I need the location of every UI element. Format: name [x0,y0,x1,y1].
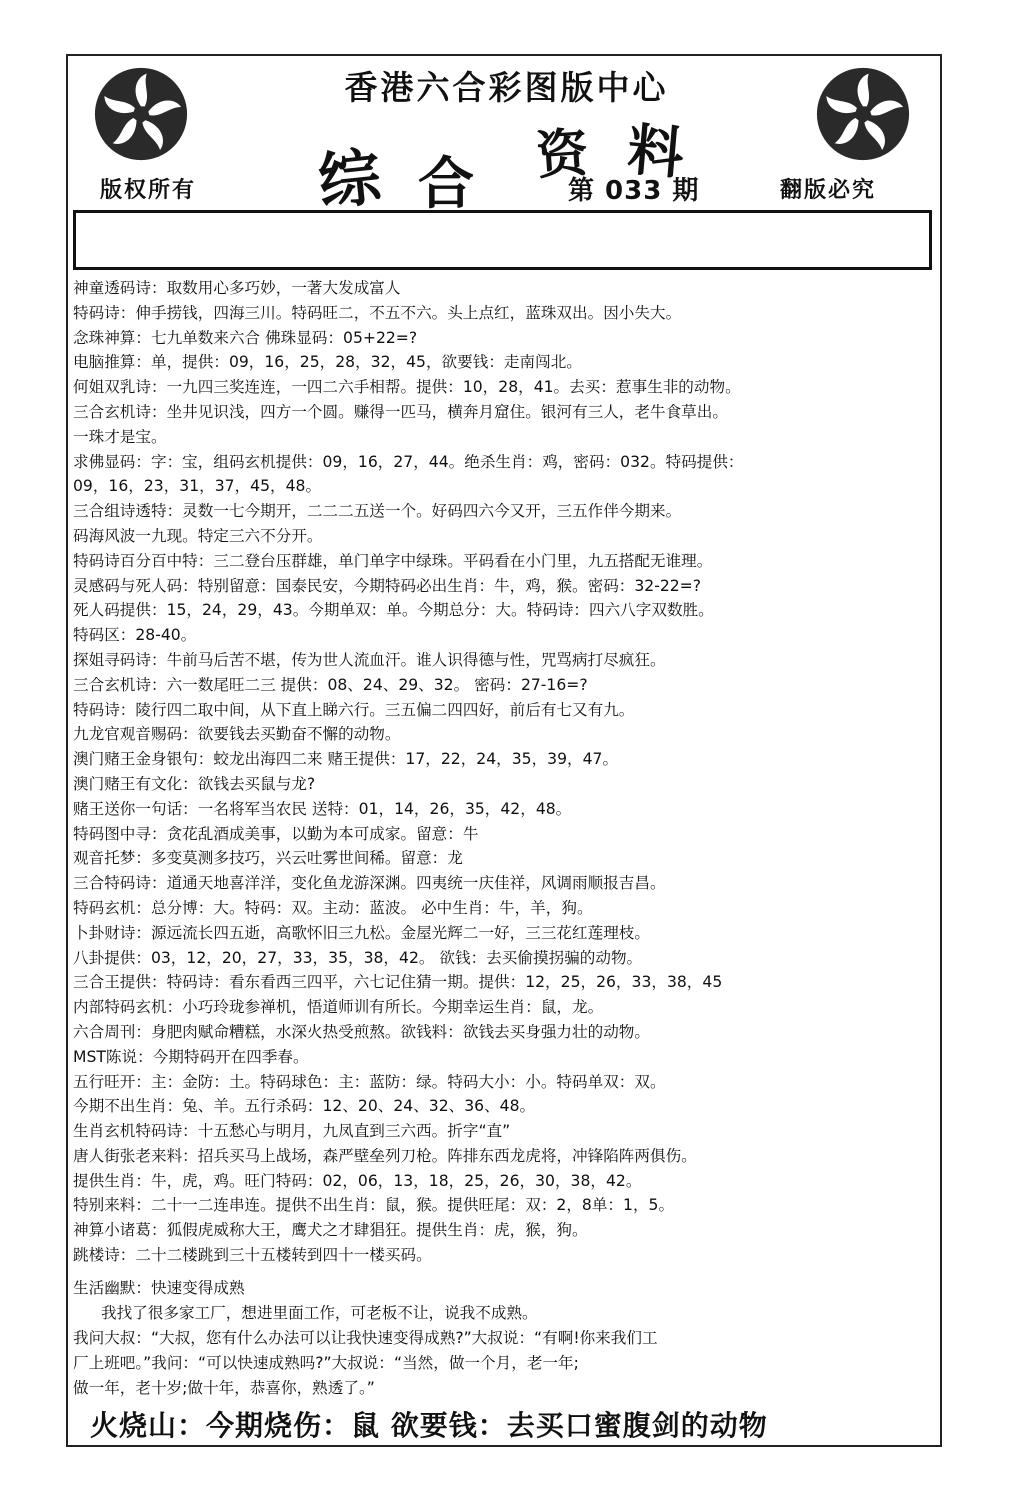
content-line: 三合王提供：特码诗：看东看西三四平，六七记住猜一期。提供：12，25，26，33，38，45 [73,973,723,992]
story-line: 我问大叔：“大叔，您有什么办法可以让我快速变得成熟?”大叔说：“有啊!你来我们工 [73,1329,658,1347]
content-line: 九龙官观音赐码：欲要钱去买勤奋不懈的动物。 [73,725,401,744]
story-line: 厂上班吧。”我问：“可以快速成熟吗?”大叔说：“当然，做一个月，老一年; [73,1354,579,1372]
content-line: 码海风波一九现。特定三六不分开。 [73,526,323,545]
content-line: 八卦提供：03，12，20，27，33，35，38，42。 欲钱：去买偷摸拐骗的动物。 [73,948,643,967]
blank-banner-box [73,210,932,270]
content-line: 生肖玄机特码诗：十五愁心与明月，九凤直到三六西。折字“直” [73,1122,511,1141]
content-line: 特码诗：伸手捞钱，四海三川。特码旺二，不五不六。头上点红，蓝珠双出。因小失大。 [73,303,682,322]
content-line: 电脑推算：单，提供：09，16，25，28，32，45，欲要钱：走南闯北。 [73,353,582,372]
content-line: 一珠才是宝。 [73,427,167,446]
content-line: 何姐双乳诗：一九四三奖连连，一四二六手相帮。提供：10，28，41。去买：惹事生非的动物。 [73,378,741,397]
content-line: 提供生肖：牛，虎，鸡。旺门特码：02，06，13，18，25，26，30，38，42。 [73,1171,642,1190]
content-line: 神童透码诗：取数用心多巧妙，一著大发成富人 [73,279,401,297]
big-title-char: 合 [418,151,474,217]
content-line: 澳门赌王有文化：欲钱去买鼠与龙? [73,774,316,793]
big-title-char: 料 [624,116,687,188]
content-line: 求佛显码：字：宝，组码玄机提供：09，16，27，44。绝杀生肖：鸡，密码：032。特码提供： [73,452,744,471]
bauhinia-flower-icon [93,66,189,162]
content-line: 特码玄机：总分博：大。特码：双。主动：蓝波。 必中生肖：牛，羊，狗。 [73,898,593,917]
content-line: 六合周刊：身肥肉赋命糟糕，水深火热受煎熬。欲钱料：欲钱去买身强力壮的动物。 [73,1022,650,1041]
content-line: 特码图中寻：贪花乱酒成美事，以勤为本可成家。留意：牛 [73,824,479,843]
content-line: 唐人街张老来料：招兵买马上战场，森严壁垒列刀枪。阵排东西龙虎将，冲锋陷阵两俱伤。 [73,1146,697,1165]
content-line: 五行旺开：主：金防：土。特码球色：主：蓝防：绿。特码大小：小。特码单双：双。 [73,1072,666,1091]
content-line: 特码诗：陵行四二取中间，从下直上睇六行。三五偏二四四好，前后有七又有九。 [73,700,635,719]
content-line: 三合玄机诗：坐井见识浅，四方一个圆。赚得一匹马，横奔月窟住。银河有三人，老牛食草出。 [73,402,728,421]
big-title-char: 综 [314,139,385,220]
content-line: MST陈说：今期特码开在四季春。 [73,1047,309,1066]
content-line: 特别来料：二十一二连串连。提供不出生肖：鼠，猴。提供旺尾：双：2，8单：1，5。 [73,1196,675,1215]
copyright-right: 翻版必究 [780,178,877,203]
story-line: 做一年，老十岁;做十年，恭喜你，熟透了。” [73,1379,375,1397]
content-lines [73,276,935,1268]
humor-story [73,1276,935,1401]
bauhinia-flower-icon [815,66,911,162]
content-line: 特码诗百分百中特：三二登台压群雄，单门单字中绿珠。平码看在小门里，九五搭配无谁理。 [73,551,713,570]
story-paragraph: 我找了很多家工厂，想进里面工作，可老板不让，说我不成熟。 [101,1304,538,1322]
content-line: 赌王送你一句话：一名将军当农民 送特：01，14，26，35，42，48。 [73,799,572,818]
content-line: 今期不出生肖：兔、羊。五行杀码：12、20、24、32、36、48。 [73,1097,536,1116]
content-line: 灵感码与死人码：特别留意：国泰民安，今期特码必出生肖：牛，鸡，猴。密码：32-22=? [73,576,702,595]
content-line: 探姐寻码诗：牛前马后苦不堪，传为世人流血汗。谁人识得德与性，咒骂病打尽疯狂。 [73,650,666,669]
page-title: 香港六合彩图版中心 [344,68,669,107]
content-line: 死人码提供：15，24，29，43。今期单双：单。今期总分：大。特码诗：四六八字双数胜。 [73,601,714,620]
big-title-char: 资 [534,122,591,187]
content-line: 09，16，23，31，37，45，48。 [73,477,322,496]
content-line: 澳门赌王金身银句：蛟龙出海四二来 赌王提供：17，22，24，35，39，47。 [73,750,619,769]
content-line: 三合特码诗：道通天地喜洋洋，变化鱼龙游深渊。四夷统一庆佳祥，风调雨顺报吉昌。 [73,874,666,893]
content-line: 三合组诗透特：灵数一七今期开，二二二五送一个。好码四六今又开，三五作伴今期来。 [73,502,682,521]
content-line: 卜卦财诗：源远流长四五逝，高歌怀旧三九松。金屋光辉二一好，三三花红莲理枝。 [73,923,650,942]
content-line: 特码区：28-40。 [73,626,197,645]
copyright-left: 版权所有 [100,178,197,203]
issue-number: 第 033 期 [568,176,700,206]
story-heading: 生活幽默：快速变得成熟 [73,1279,245,1297]
content-line: 三合玄机诗：六一数尾旺二三 提供：08、24、29、32。 密码：27-16=? [73,675,588,694]
content-line: 念珠神算：七九单数来六合 佛珠显码：05+22=? [73,328,418,347]
content-line: 神算小诸葛：狐假虎威称大王，鹰犬之才肆猖狂。提供生肖：虎，猴，狗。 [73,1221,588,1240]
footer-banner: 火烧山：今期烧伤：鼠 欲要钱：去买口蜜腹剑的动物 [90,1409,768,1442]
content-line: 内部特码玄机：小巧玲珑参禅机，悟道师训有所长。今期幸运生肖：鼠，龙。 [73,998,604,1017]
content-line: 观音托梦：多变莫测多技巧，兴云吐雾世间稀。留意：龙 [73,849,463,868]
content-line: 跳楼诗：二十二楼跳到三十五楼转到四十一楼买码。 [73,1246,432,1265]
